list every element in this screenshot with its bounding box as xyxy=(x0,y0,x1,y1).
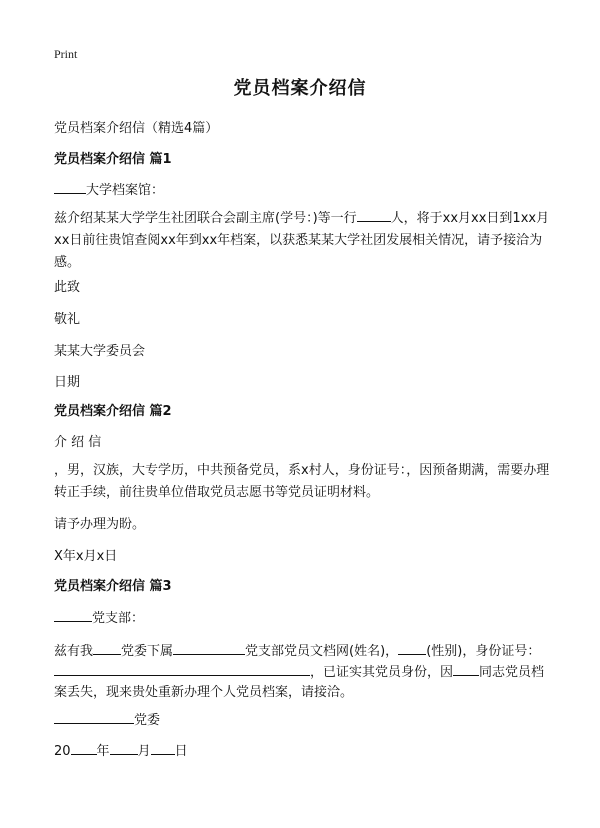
section2-date: X年x月x日 xyxy=(54,549,118,564)
signature-text: 党委 xyxy=(134,713,161,728)
section1-addressee xyxy=(54,184,164,197)
blank-line xyxy=(54,192,86,194)
section1-signature: 某某大学委员会 xyxy=(54,344,146,359)
section-title-2: 党员档案介绍信 篇2 xyxy=(54,404,172,419)
blank-line xyxy=(151,753,175,755)
blank-line xyxy=(54,620,92,622)
section3-line-1 xyxy=(54,645,540,658)
section3-line-2 xyxy=(54,666,544,679)
document-title: 党员档案介绍信 xyxy=(233,78,367,99)
section1-closing-2: 敬礼 xyxy=(54,312,81,327)
blank-line xyxy=(453,674,479,676)
section3-line-3: 案丢失，现来贵处重新办理个人党员档案，请接洽。 xyxy=(54,685,354,700)
section2-heading: 介 绍 信 xyxy=(54,435,102,450)
date-text: 年 xyxy=(96,744,110,759)
blank-line xyxy=(110,753,138,755)
section1-closing-1: 此致 xyxy=(54,280,81,295)
addressee-text: 大学档案馆： xyxy=(86,183,165,198)
body-text: 同志党员档 xyxy=(479,665,545,680)
date-text: 日 xyxy=(174,744,188,759)
blank-line xyxy=(398,653,426,655)
addressee-text: 党支部： xyxy=(92,611,145,626)
section3-date xyxy=(54,745,188,758)
section2-body: ，男，汉族，大专学历，中共预备党员，系x村人，身份证号：，因预备期满，需要办理转正手续，前往贵单位借取党员志愿书等党员证明材料。 xyxy=(54,463,550,500)
section1-body xyxy=(54,208,554,274)
date-text: 月 xyxy=(137,744,151,759)
blank-line xyxy=(54,722,134,724)
body-text: ，已证实其党员身份，因 xyxy=(310,665,454,680)
body-text: 兹介绍某某大学学生社团联合会副主席(学号：)等一行 xyxy=(54,211,357,226)
body-text: 兹有我 xyxy=(54,644,94,659)
section-title-3: 党员档案介绍信 篇3 xyxy=(54,579,172,594)
section3-signature xyxy=(54,714,160,727)
blank-line xyxy=(173,653,245,655)
section1-date: 日期 xyxy=(54,375,81,390)
section2-request: 请予办理为盼。 xyxy=(54,517,146,532)
body-text: 人，将于xx月xx日到1xx月xx日前往贵馆查阅xx年到xx年档案，以获悉某某大学社团发展相关情况，请予接洽为感。 xyxy=(54,211,550,270)
date-text: 20 xyxy=(54,744,71,759)
blank-line xyxy=(71,753,97,755)
body-text: 党委下属 xyxy=(121,644,174,659)
section-title-1: 党员档案介绍信 篇1 xyxy=(54,152,172,167)
body-text: 党支部党员文档网(姓名)， xyxy=(245,644,399,659)
section3-addressee xyxy=(54,612,144,625)
blank-line xyxy=(54,674,310,676)
document-subtitle: 党员档案介绍信（精选4篇） xyxy=(54,121,219,136)
print-label: Print xyxy=(54,47,78,61)
blank-line xyxy=(93,653,121,655)
body-text: (性别)，身份证号： xyxy=(426,644,541,659)
blank-line xyxy=(357,220,391,222)
